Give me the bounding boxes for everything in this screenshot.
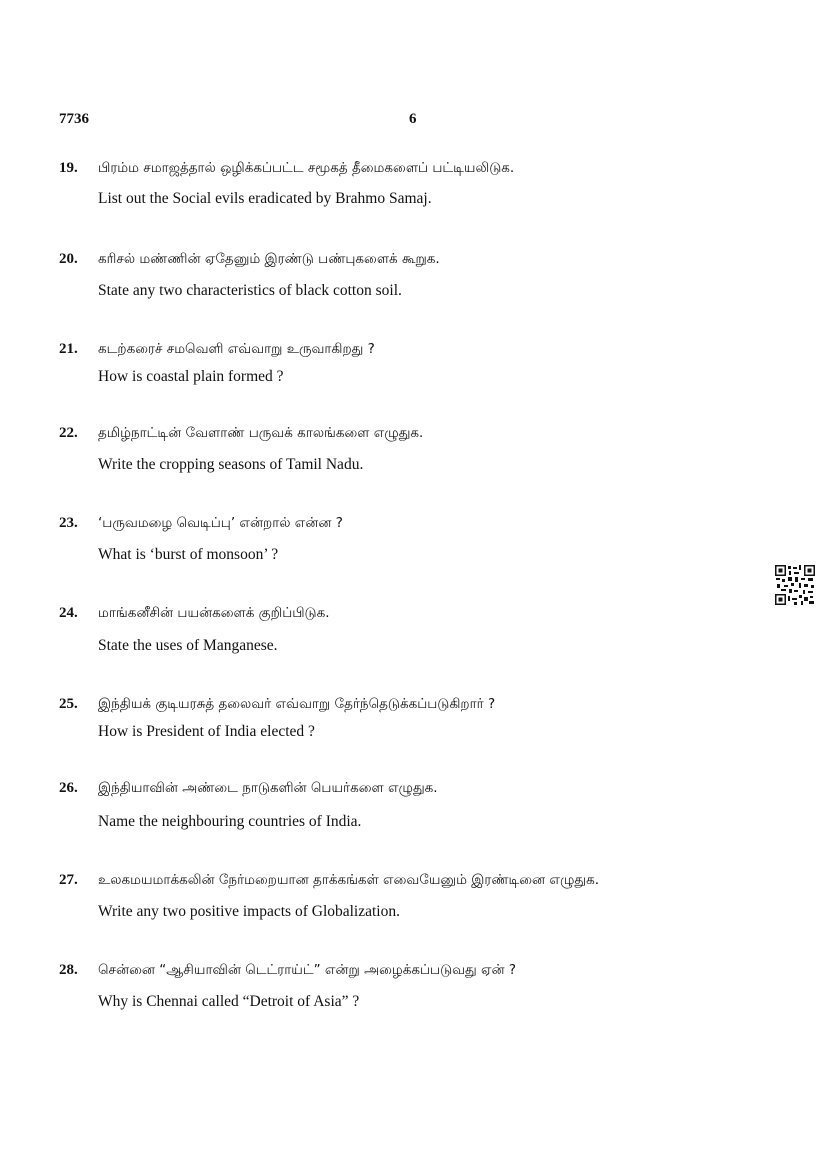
- question-text-tamil: தமிழ்நாட்டின் வேளாண் பருவக் காலங்களை எழுதுக.: [98, 425, 424, 441]
- question-text-english: List out the Social evils eradicated by Brahmo Samaj.: [98, 190, 432, 207]
- question-text-english: Write any two positive impacts of Globalization.: [98, 903, 400, 920]
- question-text-tamil: உலகமயமாக்கலின் நேர்மறையான தாக்கங்கள் எவையேனும் இரண்டினை எழுதுக.: [98, 872, 600, 888]
- question-number: 20.: [59, 251, 78, 267]
- question-text-tamil: பிரம்ம சமாஜத்தால் ஒழிக்கப்பட்ட சமூகத் தீமைகளைப் பட்டியலிடுக.: [98, 160, 515, 176]
- question-text-english: State any two characteristics of black cotton soil.: [98, 282, 402, 299]
- question-text-english: Write the cropping seasons of Tamil Nadu.: [98, 456, 364, 473]
- question-number: 26.: [59, 780, 78, 796]
- qr-code-icon: [775, 565, 815, 605]
- question-text-tamil: கடற்கரைச் சமவெளி எவ்வாறு உருவாகிறது ?: [98, 341, 375, 357]
- page-code: 7736: [59, 111, 89, 127]
- question-text-english: How is coastal plain formed ?: [98, 368, 284, 385]
- question-text-english: How is President of India elected ?: [98, 723, 315, 740]
- question-number: 25.: [59, 696, 78, 712]
- question-text-tamil: மாங்கனீசின் பயன்களைக் குறிப்பிடுக.: [98, 605, 330, 621]
- question-text-english: State the uses of Manganese.: [98, 637, 278, 654]
- question-text-english: Why is Chennai called “Detroit of Asia” ?: [98, 993, 360, 1010]
- question-number: 22.: [59, 425, 78, 441]
- question-text-english: Name the neighbouring countries of India.: [98, 813, 362, 830]
- question-number: 23.: [59, 515, 78, 531]
- question-text-tamil: கரிசல் மண்ணின் ஏதேனும் இரண்டு பண்புகளைக் கூறுக.: [98, 251, 440, 267]
- question-number: 28.: [59, 962, 78, 978]
- question-text-tamil: ‘பருவமழை வெடிப்பு’ என்றால் என்ன ?: [98, 515, 343, 531]
- question-number: 24.: [59, 605, 78, 621]
- question-number: 19.: [59, 160, 78, 176]
- page-number: 6: [409, 111, 417, 127]
- question-number: 21.: [59, 341, 78, 357]
- question-number: 27.: [59, 872, 78, 888]
- question-text-tamil: இந்தியாவின் அண்டை நாடுகளின் பெயர்களை எழுதுக.: [98, 780, 438, 796]
- question-text-tamil: இந்தியக் குடியரசுத் தலைவர் எவ்வாறு தேர்ந்தெடுக்கப்படுகிறார் ?: [98, 696, 496, 712]
- question-text-english: What is ‘burst of monsoon’ ?: [98, 546, 279, 563]
- question-text-tamil: சென்னை “ஆசியாவின் டெட்ராய்ட்” என்று அழைக்கப்படுவது ஏன் ?: [98, 962, 517, 978]
